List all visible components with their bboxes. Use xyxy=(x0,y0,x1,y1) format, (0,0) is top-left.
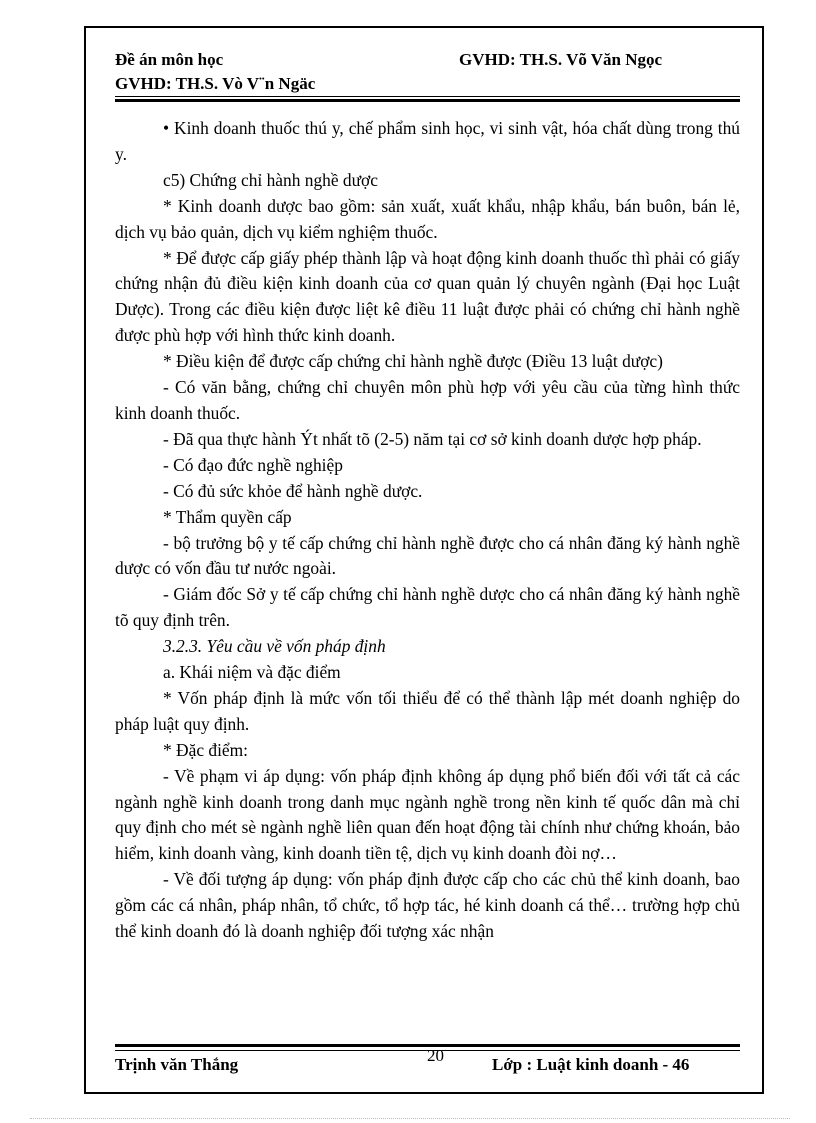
footer-class: Lớp : Luật kinh doanh - 46 xyxy=(492,1055,690,1074)
paragraph: * Kinh doanh dược bao gồm: sản xuất, xuất khẩu, nhập khẩu, bán buôn, bán lẻ, dịch vụ bảo quản, dịch vụ kiểm nghiệm thuốc. xyxy=(115,195,740,242)
paragraph: - Về phạm vi áp dụng: vốn pháp định không áp dụng phổ biến đối với tất cả các ngành nghề kinh doanh trong danh mục ngành nghề trong nền kinh tế quốc dân mà chỉ quy định cho mét sè ngành nghề liên quan đến hoạt động tài chính như chứng khoán, bảo hiểm, kinh doanh vàng, kinh doanh tiền tệ, dịch vụ kinh doanh đòi nợ… xyxy=(115,765,740,864)
paragraph: * Thẩm quyền cấp xyxy=(163,506,292,527)
paragraph: - bộ trưởng bộ y tế cấp chứng chỉ hành nghề được cho cá nhân đăng ký hành nghề dược có vốn đầu tư nước ngoài. xyxy=(115,532,740,579)
paragraph: * Điều kiện để được cấp chứng chỉ hành nghề được (Điều 13 luật dược) xyxy=(163,351,663,372)
paragraph: c5) Chứng chỉ hành nghề dược xyxy=(163,169,378,190)
page-number: 20 xyxy=(427,1046,444,1065)
header-advisor-garbled: GVHD: TH.S. Vò V¨n Ngäc xyxy=(115,74,316,93)
paragraph: a. Khái niệm và đặc điểm xyxy=(163,662,341,683)
paragraph: * Để được cấp giấy phép thành lập và hoạt động kinh doanh thuốc thì phải có giấy chứng nhận đủ điều kiện kinh doanh của cơ quan quản lý chuyên ngành (Đại học Luật Dược). Trong các điều kiện được liệt kê điều 11 luật được phải có chứng chỉ hành nghề được phù hợp với hình thức kinh doanh. xyxy=(115,247,740,346)
paragraph: • Kinh doanh thuốc thú y, chế phẩm sinh học, vi sinh vật, hóa chất dùng trong thú y. xyxy=(115,118,740,164)
paragraph: * Vốn pháp định là mức vốn tối thiểu để có thể thành lập mét doanh nghiệp do pháp luật quy định. xyxy=(115,687,740,734)
section-heading: 3.2.3. Yêu cầu về vốn pháp định xyxy=(163,636,386,657)
paragraph: - Về đối tượng áp dụng: vốn pháp định được cấp cho các chủ thể kinh doanh, bao gồm các cá nhân, pháp nhân, tổ chức, tổ hợp tác, hé kinh doanh cá thể… trường hợp chủ thể kinh doanh đó là doanh nghiệp đối tượng xác nhận xyxy=(115,869,740,942)
header-rule-thin xyxy=(115,96,740,97)
header-rule-thick xyxy=(115,99,740,102)
paragraph: * Đặc điểm: xyxy=(163,739,248,760)
header-advisor: GVHD: TH.S. Võ Văn Ngọc xyxy=(459,50,663,69)
paragraph: - Có văn bằng, chứng chỉ chuyên môn phù hợp với yêu cầu của từng hình thức kinh doanh thuốc. xyxy=(115,377,740,423)
paragraph: - Có đạo đức nghề nghiệp xyxy=(163,454,343,475)
page-edge xyxy=(30,1118,790,1119)
header-course-title: Đề án môn học xyxy=(115,50,224,69)
paragraph: - Đã qua thực hành Ýt nhất tõ (2-5) năm tại cơ sở kinh doanh dược hợp pháp. xyxy=(163,428,702,449)
paragraph: - Giám đốc Sở y tế cấp chứng chỉ hành nghề dược cho cá nhân đăng ký hành nghề tõ quy định trên. xyxy=(115,584,740,631)
footer-author: Trịnh văn Thắng xyxy=(115,1055,239,1074)
paragraph: - Có đủ sức khỏe để hành nghề dược. xyxy=(163,480,423,501)
body-text xyxy=(115,116,740,945)
